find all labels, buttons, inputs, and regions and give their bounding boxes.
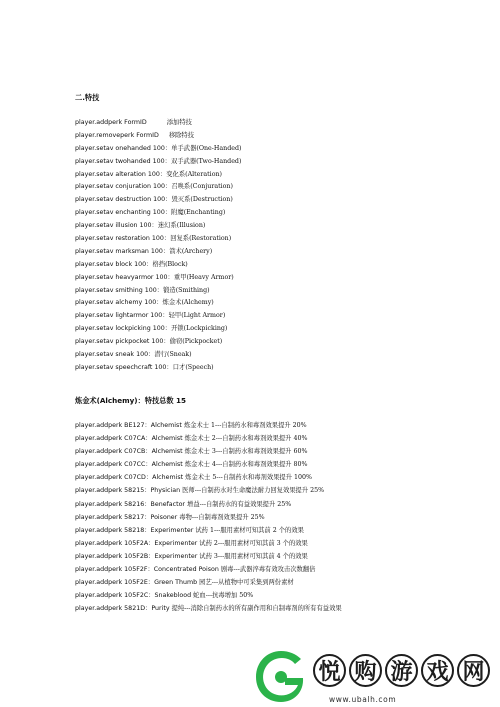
command-line xyxy=(75,362,475,375)
command-line xyxy=(75,349,475,362)
command-text: player.addperk BE127：Alchemist xyxy=(75,422,184,429)
command-text: player.addperk 58216：Benefactor xyxy=(75,500,188,508)
description-text: 重甲(Heavy Armor) xyxy=(173,273,234,281)
command-text: player.addperk 58215：Physician xyxy=(75,487,183,495)
perk-line xyxy=(75,458,475,471)
description-text: 炼金术士 2---自制药水和毒剂效果提升 40% xyxy=(184,435,308,443)
command-line xyxy=(75,336,475,349)
description-text: 箭术(Archery) xyxy=(169,247,213,255)
perk-line xyxy=(75,445,475,458)
command-line xyxy=(75,323,475,336)
description-text: 迷幻系(Illusion) xyxy=(157,222,206,230)
command-text: player.addperk 105F2B：Experimenter xyxy=(75,552,200,560)
command-text: player.setav twohanded 100： xyxy=(75,157,171,165)
command-text: player.setav pickpocket 100： xyxy=(75,338,170,346)
description-text: 附魔(Enchanting) xyxy=(171,209,226,217)
description-text: 园艺---从植物中可采集到两份素材 xyxy=(199,579,294,587)
command-line xyxy=(75,259,475,272)
command-line xyxy=(75,207,475,220)
command-text: player.setav speechcraft 100： xyxy=(75,363,173,371)
section-title-perks: 二.特技 xyxy=(75,93,100,102)
description-text: 单手武器(One-Handed) xyxy=(171,144,242,152)
watermark-char: 游 xyxy=(385,654,418,687)
perk-line xyxy=(75,471,475,484)
command-text: player.addperk 105F2F：Concentrated Poison xyxy=(75,566,221,574)
command-line xyxy=(75,246,475,259)
command-line xyxy=(75,310,475,323)
description-text: 变化系(Alteration) xyxy=(166,170,222,178)
command-line xyxy=(75,233,475,246)
perk-line xyxy=(75,432,475,445)
description-text: 偷窃(Pickpocket) xyxy=(169,338,223,346)
perk-line xyxy=(75,589,475,602)
command-text: player.removeperk FormID xyxy=(75,131,159,139)
command-text: player.addperk 105F2C：Snakeblood xyxy=(75,592,194,600)
description-text: 炼金术士 1---自制药水和毒剂效果提升 20% xyxy=(183,422,307,429)
command-text: player.setav heavyarmor 100： xyxy=(75,273,174,281)
command-line xyxy=(75,297,475,310)
watermark xyxy=(255,650,495,705)
command-line xyxy=(75,220,475,233)
description-text: 增益---自制药水的有益效果提升 25% xyxy=(187,500,292,508)
perk-command-list xyxy=(75,117,475,375)
watermark-text xyxy=(313,654,493,687)
command-text: player.addperk 5821D：Purity xyxy=(75,605,172,613)
description-text: 医师---自制药水对生命魔法耐力回复效果提升 25% xyxy=(182,487,325,495)
perk-line xyxy=(75,511,475,524)
command-text: player.setav marksman 100： xyxy=(75,247,170,255)
description-text: 轻甲(Light Armor) xyxy=(168,312,226,320)
description-text: 炼金术士 5---自制药水和毒剂效果提升 100% xyxy=(185,474,313,482)
watermark-char: 网 xyxy=(457,654,490,687)
description-text: 试药 3---服用素材可知其前 4 个的效果 xyxy=(199,552,308,560)
perk-line xyxy=(75,498,475,511)
command-text: player.addperk FormID xyxy=(75,119,147,126)
perk-line xyxy=(75,602,475,615)
command-text: player.setav alteration 100： xyxy=(75,170,167,178)
description-text: 锻造(Smithing) xyxy=(163,286,210,294)
description-text: 添加特技 xyxy=(166,119,192,126)
command-line xyxy=(75,117,475,130)
command-text: player.setav smithing 100： xyxy=(75,286,164,294)
command-text: player.setav block 100： xyxy=(75,260,153,268)
description-text: 提纯---消除自制药水的所有副作用和自制毒剂的所有有益效果 xyxy=(171,605,342,613)
command-line xyxy=(75,181,475,194)
site-logo-icon xyxy=(255,650,307,702)
description-text: 毒物---自制毒剂效果提升 25% xyxy=(179,513,265,521)
command-text: player.setav illusion 100： xyxy=(75,222,158,230)
description-text: 潜行(Sneak) xyxy=(154,351,192,359)
command-line xyxy=(75,272,475,285)
command-text: player.addperk C07CB：Alchemist xyxy=(75,448,185,456)
perk-line xyxy=(75,484,475,497)
command-text: player.setav lockpicking 100： xyxy=(75,325,172,333)
description-text: 双手武器(Two-Handed) xyxy=(170,157,242,165)
perk-line xyxy=(75,524,475,537)
watermark-url: www.ubalh.com xyxy=(329,695,397,704)
command-text: player.setav destruction 100： xyxy=(75,196,172,204)
command-text: player.setav alchemy 100： xyxy=(75,299,163,307)
description-text: 格挡(Block) xyxy=(152,260,188,268)
command-text: player.addperk 105F2A：Experimenter xyxy=(75,539,200,547)
description-text: 炼金术(Alchemy) xyxy=(162,299,214,307)
description-text: 毁灭系(Destruction) xyxy=(171,196,233,204)
command-text: player.addperk C07CD：Alchemist xyxy=(75,474,186,482)
perk-line xyxy=(75,419,475,432)
description-text: 开锁(Lockpicking) xyxy=(171,325,228,333)
command-text: player.addperk 58217：Poisoner xyxy=(75,513,180,521)
command-text: player.setav conjuration 100： xyxy=(75,183,172,191)
description-text: 召唤系(Conjuration) xyxy=(171,183,233,191)
perk-line xyxy=(75,576,475,589)
perk-line xyxy=(75,537,475,550)
command-line xyxy=(75,156,475,169)
description-text: 回复系(Restoration) xyxy=(170,235,232,243)
description-text: 移除特技 xyxy=(168,131,194,139)
description-text: 试药 2---服用素材可知其前 3 个的效果 xyxy=(199,539,308,547)
description-text: 炼金术士 4---自制药水和毒剂效果提升 80% xyxy=(184,461,308,469)
perk-line xyxy=(75,550,475,563)
command-text: player.addperk 105F2E：Green Thumb xyxy=(75,579,200,587)
description-text: 蛇血---抗毒增加 50% xyxy=(193,592,254,600)
description-text: 试药 1---服用素材可知其前 2 个的效果 xyxy=(195,526,304,534)
perk-line xyxy=(75,563,475,576)
command-text: player.addperk C07CC：Alchemist xyxy=(75,461,185,469)
description-text: 口才(Speech) xyxy=(172,363,214,371)
command-line xyxy=(75,285,475,298)
section-title-alchemy: 炼金术(Alchemy)：特技总数 15 xyxy=(75,396,187,405)
watermark-char: 悦 xyxy=(313,654,346,687)
command-line xyxy=(75,143,475,156)
command-text: player.setav sneak 100： xyxy=(75,351,155,359)
description-text: 炼金术士 3---自制药水和毒剂效果提升 60% xyxy=(184,448,308,456)
command-line xyxy=(75,169,475,182)
command-text: player.addperk 58218：Experimenter xyxy=(75,526,196,534)
command-text: player.setav restoration 100： xyxy=(75,235,171,243)
command-line xyxy=(75,130,475,143)
command-text: player.setav lightarmor 100： xyxy=(75,312,169,320)
alchemy-perk-list xyxy=(75,419,475,615)
command-text: player.setav enchanting 100： xyxy=(75,209,172,217)
watermark-char: 戏 xyxy=(421,654,454,687)
command-text: player.addperk C07CA：Alchemist xyxy=(75,435,185,443)
description-text: 剧毒---武器淬毒有效攻击次数翻倍 xyxy=(220,566,316,574)
command-line xyxy=(75,194,475,207)
watermark-char: 购 xyxy=(349,654,382,687)
command-text: player.setav onehanded 100： xyxy=(75,144,172,152)
